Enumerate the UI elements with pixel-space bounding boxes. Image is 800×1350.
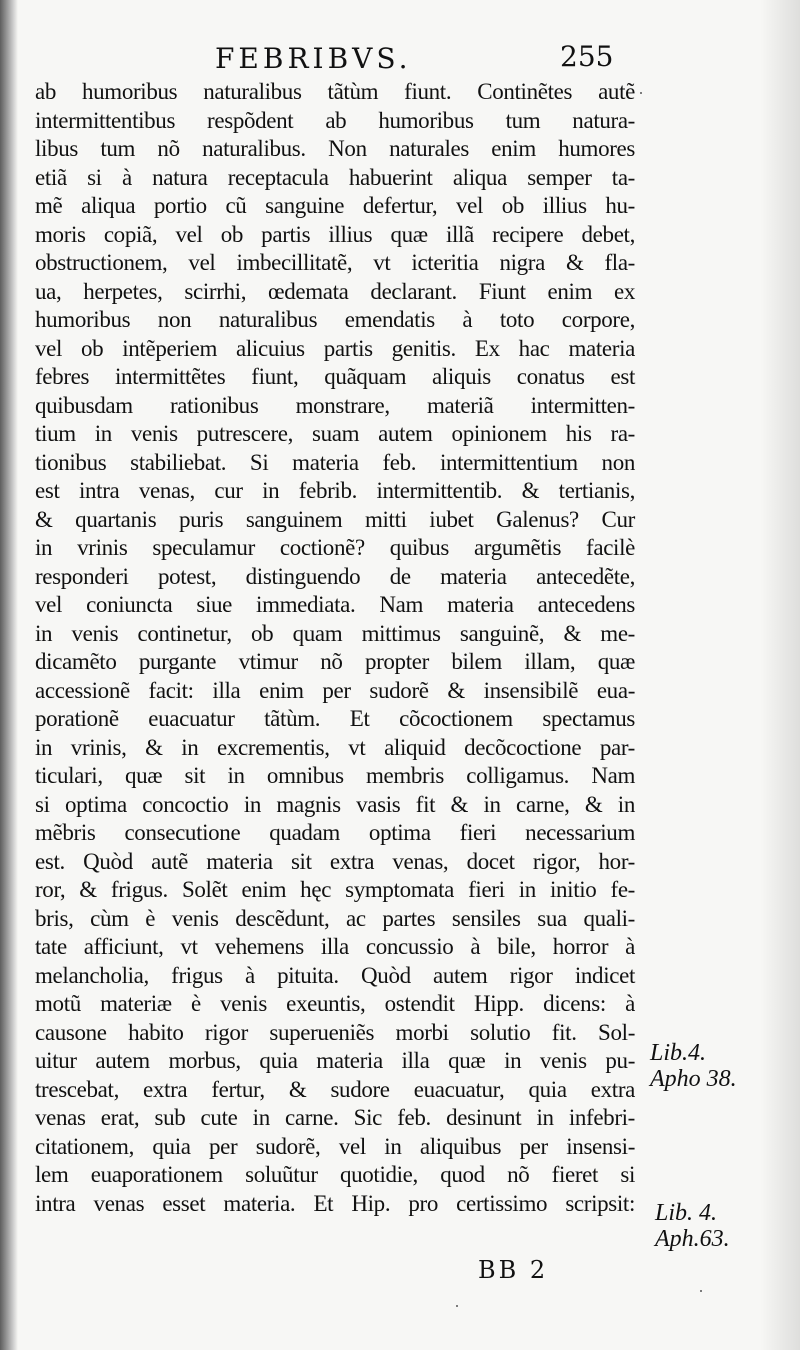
text-line: ab humoribus naturalibus tãtùm fiunt. Continẽtes autẽ [35, 79, 635, 104]
text-line: quibusdam rationibus monstrare, materiã intermitten- [35, 392, 635, 418]
text-line: uitur autem morbus, quia materia illa quæ in venis pu- [35, 1048, 635, 1073]
text-line: accessionẽ facit: illa enim per sudorẽ & insensibilẽ eua- [35, 677, 635, 703]
ink-speck [700, 1290, 702, 1292]
text-line: melancholia, frigus à pituita. Quòd autem rigor indicet [35, 962, 635, 988]
text-line: humoribus non naturalibus emendatis à toto corpore, [35, 307, 635, 332]
text-line: tionibus stabiliebat. Si materia feb. intermittentium non [35, 449, 635, 475]
text-line: venas erat, sub cute in carne. Sic feb. desinunt in infebri- [35, 1105, 635, 1130]
text-line: in vrinis, & in excrementis, vt aliquid decõcoctione par- [35, 734, 635, 760]
text-line: tate afficiunt, vt vehemens illa concussio à bile, horror à [35, 934, 635, 959]
text-line: vel coniuncta siue immediata. Nam materia antecedens [35, 592, 635, 617]
text-line: in vrinis speculamur coctionẽ? quibus argumẽtis facilè [35, 535, 635, 560]
page-number: 255 [560, 40, 614, 73]
text-line: responderi potest, distinguendo de materia antecedẽte, [35, 563, 635, 589]
text-line: ticulari, quæ sit in omnibus membris colligamus. Nam [35, 763, 635, 788]
page-header [0, 38, 800, 78]
signature-mark: BB 2 [478, 1256, 549, 1284]
page-edge-shadow [760, 0, 800, 1350]
margin-note-line: Lib.4. [650, 1040, 707, 1066]
text-line: obstructionem, vel imbecillitatẽ, vt icteritia nigra & fla- [35, 250, 635, 275]
margin-note-reference [650, 1040, 737, 1092]
margin-note-reference [655, 1200, 730, 1252]
text-line: ror, & frigus. Solẽt enim hęc symptomata fieri in initio fe- [35, 877, 635, 902]
text-line: citationem, quia per sudorẽ, vel in aliquibus per insensi- [35, 1133, 635, 1159]
binding-gutter [0, 0, 18, 1350]
ink-speck [640, 92, 642, 94]
text-line: si optima concoctio in magnis vasis fit & in carne, & in [35, 791, 635, 817]
margin-note-line: Apho 38. [650, 1066, 737, 1092]
text-line: mẽbris consecutione quadam optima fieri necessarium [35, 820, 635, 845]
text-line: intra venas esset materia. Et Hip. pro certissimo scripsit: [35, 1190, 635, 1216]
text-line: vel ob intẽperiem alicuius partis genitis. Ex hac materia [35, 335, 635, 361]
text-line: tium in venis putrescere, suam autem opinionem his ra- [35, 421, 635, 446]
text-line: libus tum nõ naturalibus. Non naturales enim humores [35, 136, 635, 161]
text-line: dicamẽto purgante vtimur nõ propter bilem illam, quæ [35, 649, 635, 674]
text-line: etiã si à natura receptacula habuerint aliqua semper ta- [35, 164, 635, 190]
text-line: moris copiã, vel ob partis illius quæ illã recipere debet, [35, 221, 635, 247]
text-line: est intra venas, cur in febrib. intermittentib. & tertianis, [35, 478, 635, 503]
text-line: porationẽ euacuatur tãtùm. Et cõcoctionem spectamus [35, 706, 635, 731]
body-text [35, 78, 635, 1218]
text-line: trescebat, extra fertur, & sudore euacuatur, quia extra [35, 1076, 635, 1102]
text-line: mẽ aliqua portio cũ sanguine defertur, vel ob illius hu- [35, 193, 635, 218]
running-head: FEBRIBVS. [215, 42, 412, 75]
ink-speck [456, 1305, 458, 1307]
text-line: causone habito rigor superueniẽs morbi solutio fit. Sol- [35, 1019, 635, 1045]
margin-note-line: Aph.63. [655, 1226, 730, 1252]
text-line: lem euaporationem soluũtur quotidie, quod nõ fieret si [35, 1162, 635, 1187]
text-line: ua, herpetes, scirrhi, œdemata declarant. Fiunt enim ex [35, 278, 635, 304]
text-line: & quartanis puris sanguinem mitti iubet Galenus? Cur [35, 506, 635, 532]
text-line: intermittentibus respõdent ab humoribus tum natura- [35, 107, 635, 133]
text-line: bris, cùm è venis descẽdunt, ac partes sensiles sua quali- [35, 905, 635, 931]
margin-note-line: Lib. 4. [655, 1200, 718, 1226]
text-line: febres intermittẽtes fiunt, quãquam aliquis conatus est [35, 364, 635, 389]
text-line: in venis continetur, ob quam mittimus sanguinẽ, & me- [35, 620, 635, 646]
text-line: motũ materiæ è venis exeuntis, ostendit Hipp. dicens: à [35, 991, 635, 1016]
text-line: est. Quòd autẽ materia sit extra venas, docet rigor, hor- [35, 848, 635, 874]
